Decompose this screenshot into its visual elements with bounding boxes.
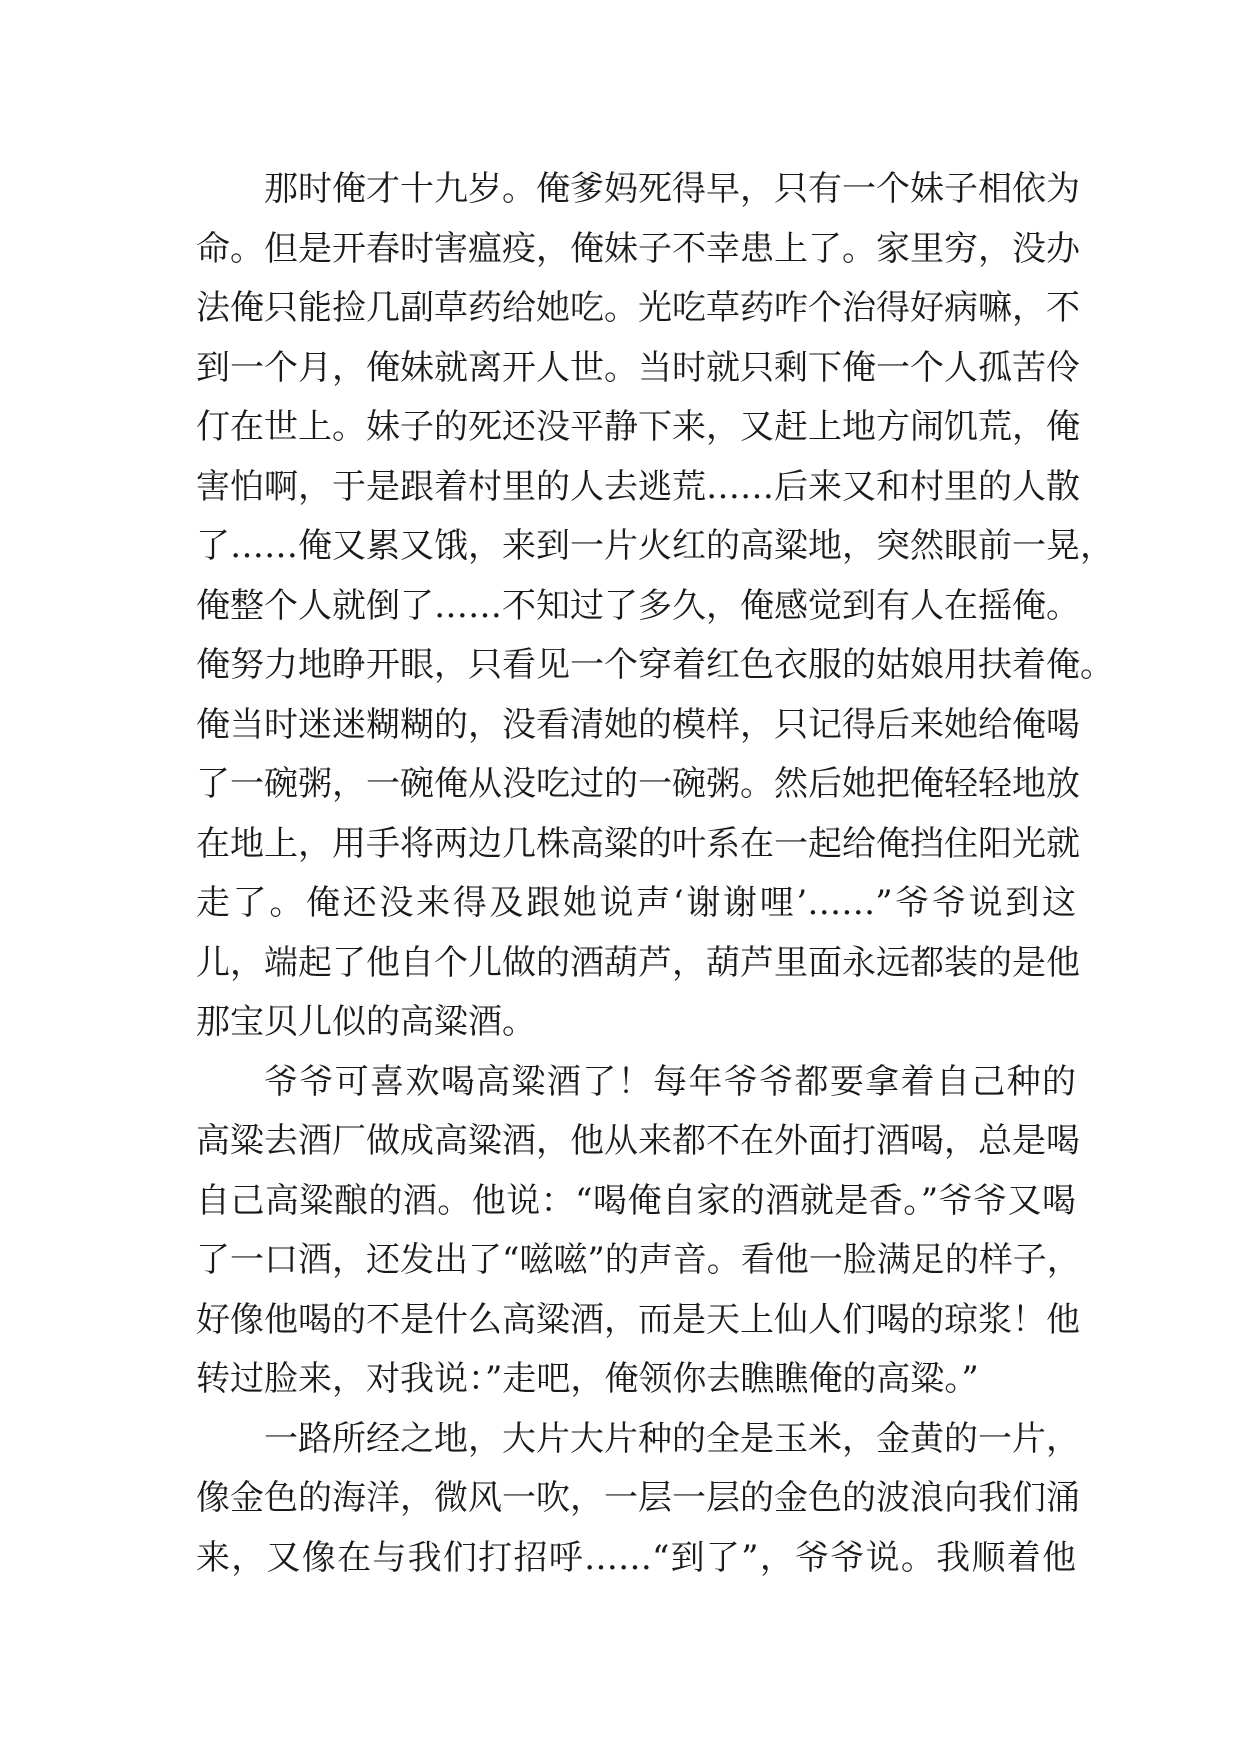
text-line: 俺当时迷迷糊糊的，没看清她的模样，只记得后来她给俺喝 bbox=[196, 704, 1080, 745]
paragraph-2 bbox=[196, 1053, 1081, 1410]
text-line: 爷爷可喜欢喝高粱酒了！每年爷爷都要拿着自己种的 bbox=[264, 1061, 1076, 1102]
text-line: 那时俺才十九岁。俺爹妈死得早，只有一个妹子相依为 bbox=[264, 169, 1080, 209]
text-line: 害怕啊，于是跟着村里的人去逃荒……后来又和村里的人散 bbox=[196, 466, 1080, 507]
text-line: 在地上，用手将两边几株高粱的叶系在一起给俺挡住阳光就 bbox=[196, 823, 1080, 864]
text-line: 那宝贝儿似的高粱酒。 bbox=[196, 1002, 536, 1042]
text-line: 到一个月，俺妹就离开人世。当时就只剩下俺一个人孤苦伶 bbox=[196, 347, 1080, 388]
text-line: 俺努力地睁开眼，只看见一个穿着红色衣服的姑娘用扶着俺。 bbox=[196, 645, 1114, 685]
text-line: 仃在世上。妹子的死还没平静下来，又赶上地方闹饥荒，俺 bbox=[196, 407, 1080, 447]
text-line: 来，又像在与我们打招呼……“到了”，爷爷说。我顺着他 bbox=[196, 1537, 1076, 1578]
paragraph-1 bbox=[196, 160, 1114, 1053]
text-line: 走了。俺还没来得及跟她说声‘谢谢哩’……”爷爷说到这 bbox=[196, 883, 1076, 923]
text-line: 自己高粱酿的酒。他说：“喝俺自家的酒就是香。”爷爷又喝 bbox=[196, 1180, 1076, 1221]
paragraph-3 bbox=[196, 1410, 1080, 1589]
text-line: 高粱去酒厂做成高粱酒，他从来都不在外面打酒喝，总是喝 bbox=[196, 1121, 1080, 1161]
text-line: 转过脸来，对我说：”走吧，俺领你去瞧瞧俺的高粱。” bbox=[196, 1359, 979, 1399]
text-line: 好像他喝的不是什么高粱酒，而是天上仙人们喝的琼浆！他 bbox=[196, 1299, 1080, 1340]
text-line: 像金色的海洋，微风一吹，一层一层的金色的波浪向我们涌 bbox=[196, 1478, 1080, 1518]
text-line: 了一口酒，还发出了“嗞嗞”的声音。看他一脸满足的样子， bbox=[196, 1240, 1081, 1280]
text-line: 了……俺又累又饿，来到一片火红的高粱地，突然眼前一晃， bbox=[196, 526, 1114, 566]
text-line: 俺整个人就倒了……不知过了多久，俺感觉到有人在摇俺。 bbox=[196, 585, 1080, 626]
text-line: 命。但是开春时害瘟疫，俺妹子不幸患上了。家里穷，没办 bbox=[196, 228, 1080, 269]
text-line: 了一碗粥，一碗俺从没吃过的一碗粥。然后她把俺轻轻地放 bbox=[196, 764, 1080, 804]
body-text bbox=[196, 160, 1114, 1588]
text-line: 法俺只能捡几副草药给她吃。光吃草药咋个治得好病嘛，不 bbox=[196, 288, 1080, 328]
text-line: 儿，端起了他自个儿做的酒葫芦，葫芦里面永远都装的是他 bbox=[196, 942, 1080, 983]
text-line: 一路所经之地，大片大片种的全是玉米，金黄的一片， bbox=[264, 1418, 1080, 1459]
